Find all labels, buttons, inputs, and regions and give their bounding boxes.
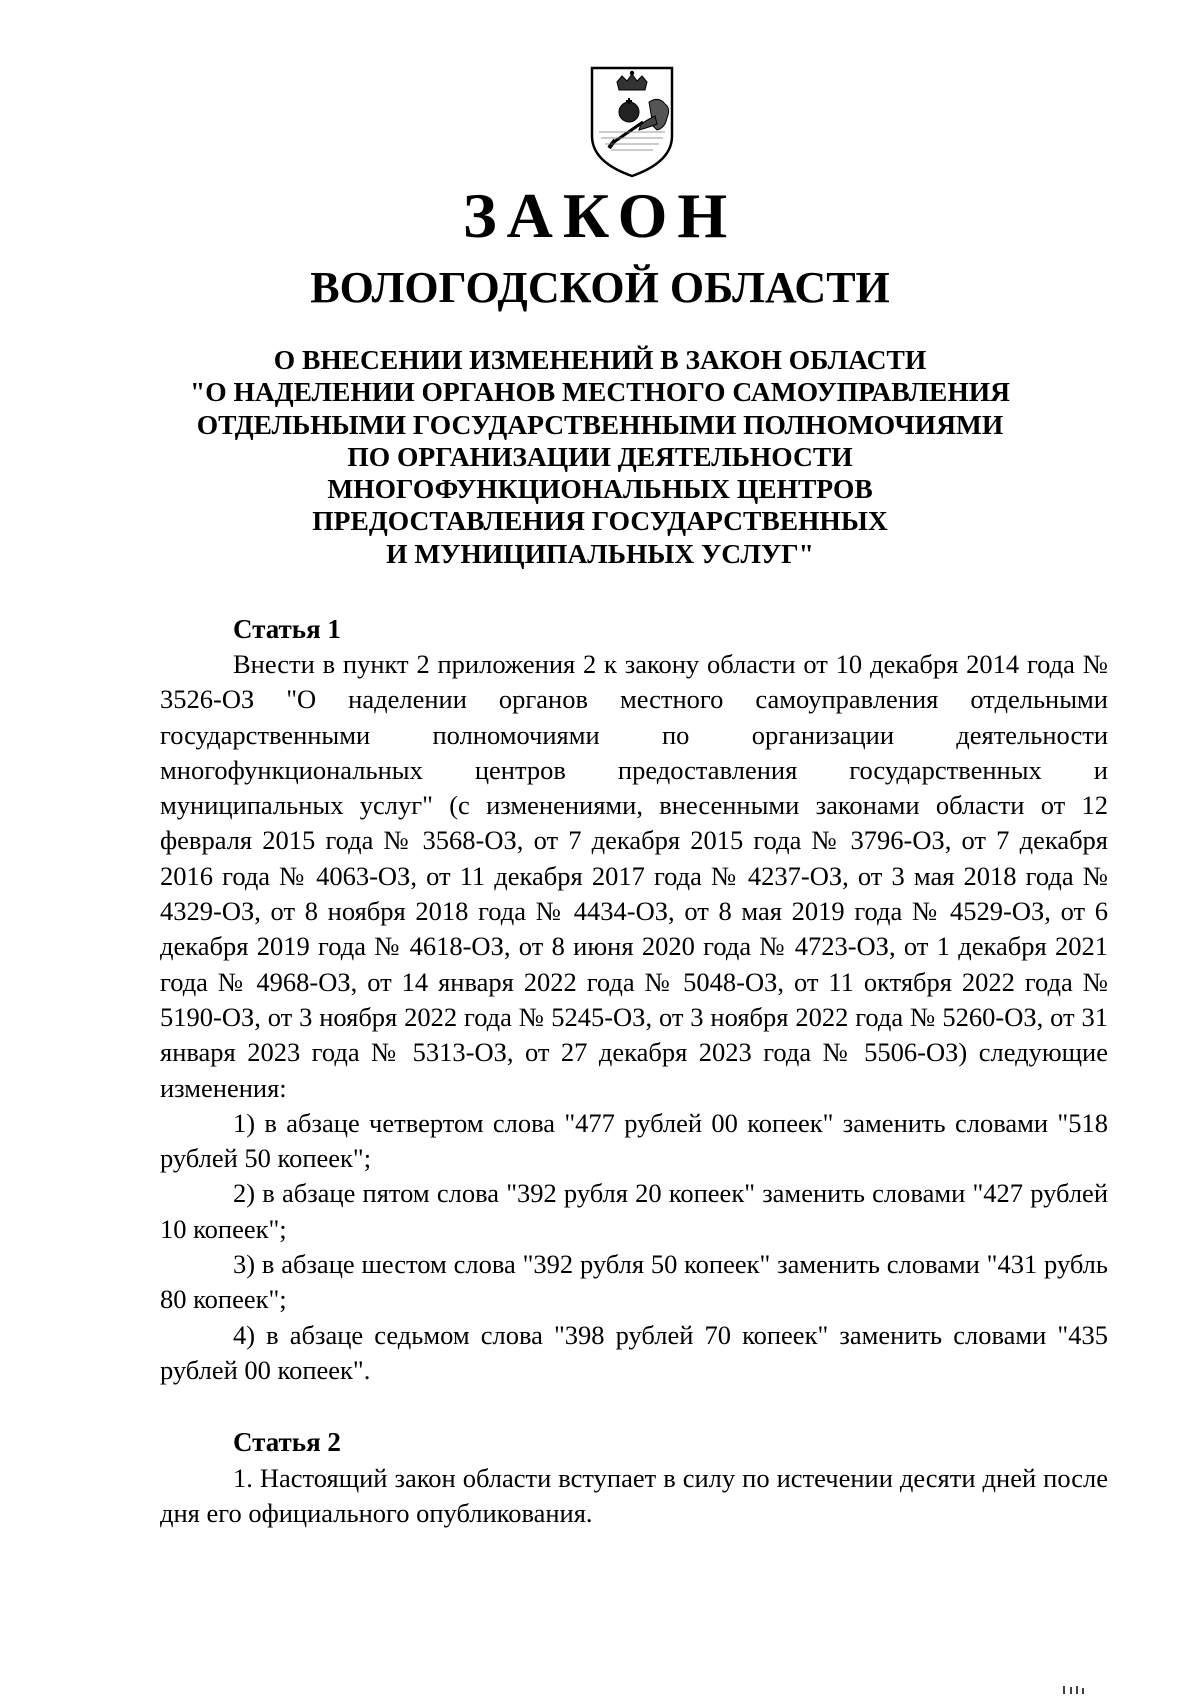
subject-line: ОТДЕЛЬНЫМИ ГОСУДАРСТВЕННЫМИ ПОЛНОМОЧИЯМИ (196, 408, 1004, 440)
scan-artifact-marks (1062, 1684, 1098, 1694)
article-2-item: 1. Настоящий закон области вступает в силу по истечении десяти дней после дня его официального опубликования. (160, 1463, 1108, 1529)
article-2-body (160, 1461, 1108, 1532)
article-1-item: 4) в абзаце седьмом слова "398 рублей 70 копеек" заменить словами "435 рублей 00 копеек". (160, 1319, 1108, 1385)
article-1-heading: Статья 1 (233, 614, 341, 644)
article-1-body (160, 647, 1108, 1388)
article-2-heading: Статья 2 (233, 1427, 341, 1457)
subject-line: О ВНЕСЕНИИ ИЗМЕНЕНИЙ В ЗАКОН ОБЛАСТИ (273, 344, 927, 375)
subject-line: ПРЕДОСТАВЛЕНИЯ ГОСУДАРСТВЕННЫХ (312, 505, 888, 537)
subject-line: МНОГОФУНКЦИОНАЛЬНЫХ ЦЕНТРОВ (327, 473, 873, 505)
document-title: ЗАКОН (462, 180, 738, 251)
article-1-intro: Внести в пункт 2 приложения 2 к закону области от 10 декабря 2014 года № 3526-ОЗ "О наделении органов местного самоуправления отдельными государственными полномочиями по организации деятельности многофункциональных центров предоставления государственных и муниципальных услуг" (с изменениями, внесенными законами области от 12 февраля 2015 года № 3568-ОЗ, от 7 декабря 2015 года № 3796-ОЗ, от 7 декабря 2016 года № 4063-ОЗ, от 11 декабря 2017 года № 4237-ОЗ, от 3 мая 2018 года № 4329-ОЗ, от 8 ноября 2018 года № 4434-ОЗ, от 8 мая 2019 года № 4529-ОЗ, от 6 декабря 2019 года № 4618-ОЗ, от 8 июня 2020 года № 4723-ОЗ, от 1 декабря 2021 года № 4968-ОЗ, от 14 января 2022 года № 5048-ОЗ, от 11 октября 2022 года № 5190-ОЗ, от 3 ноября 2022 года № 5245-ОЗ, от 3 ноября 2022 года № 5260-ОЗ, от 31 января 2023 года № 5313-ОЗ, от 27 декабря 2023 года № 5506-ОЗ) следующие изменения: (160, 649, 1108, 1103)
subject-line: ПО ОРГАНИЗАЦИИ ДЕЯТЕЛЬНОСТИ (347, 440, 853, 472)
subject-line: "О НАДЕЛЕНИИ ОРГАНОВ МЕСТНОГО САМОУПРАВЛЕНИЯ (189, 376, 1011, 408)
subject-line: И МУНИЦИПАЛЬНЫХ УСЛУГ" (386, 537, 814, 569)
article-1-item: 1) в абзаце четвертом слова "477 рублей 00 копеек" заменить словами "518 рублей 50 копеек"; (160, 1107, 1108, 1174)
document-region: ВОЛОГОДСКОЙ ОБЛАСТИ (310, 263, 890, 312)
article-1-item: 3) в абзаце шестом слова "392 рубля 50 копеек" заменить словами "431 рубль 80 копеек"; (160, 1249, 1108, 1315)
law-subject (0, 344, 1200, 570)
coat-of-arms-icon (589, 66, 675, 178)
article-1-item: 2) в абзаце пятом слова "392 рубля 20 копеек" заменить словами "427 рублей 10 копеек"; (160, 1178, 1108, 1244)
